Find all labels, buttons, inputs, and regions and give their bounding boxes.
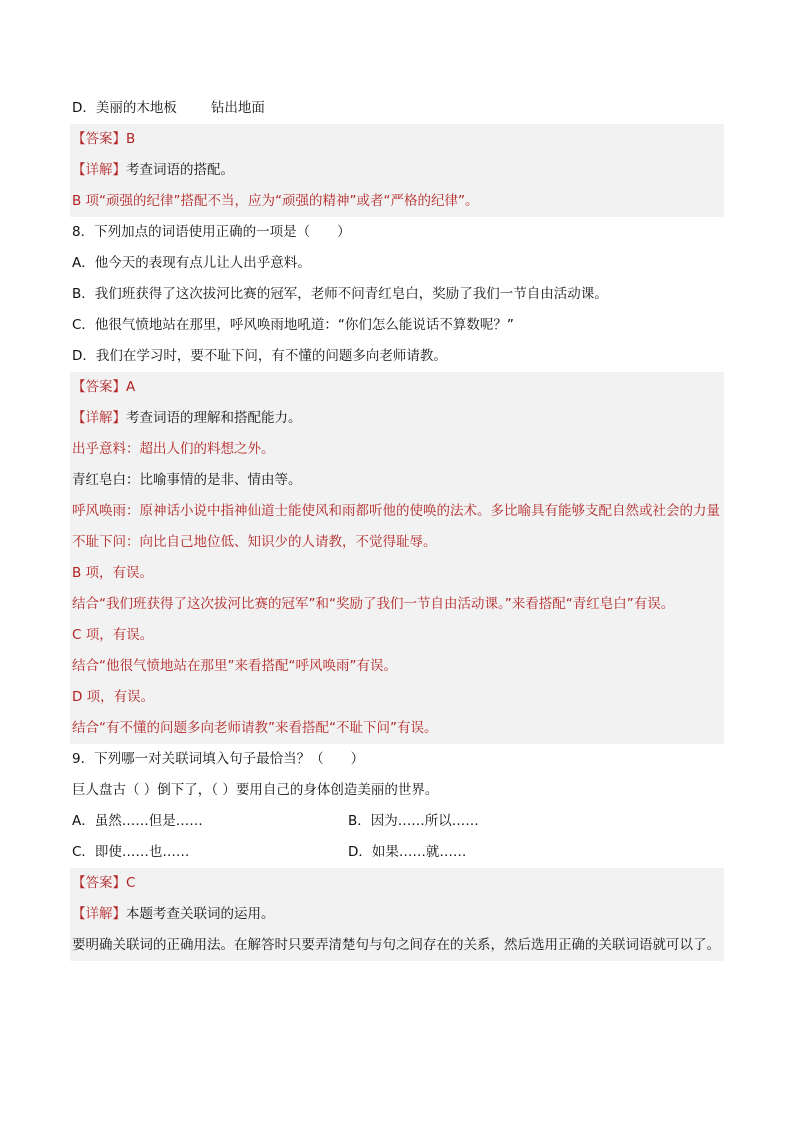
- q8-c-reason: 结合“他很气愤地站在那里”来看搭配“呼风唤雨”有误。: [72, 658, 397, 674]
- q7-option-d-part2: 钻出地面: [210, 100, 265, 116]
- q9-explain-line: [70, 899, 724, 930]
- explain-tag: 【详解】: [72, 906, 126, 922]
- q9-options-row-2: [70, 837, 724, 868]
- q8-answer-line: [70, 372, 724, 403]
- q8-option-b: B．我们班获得了这次拔河比赛的冠军，老师不问青红皂白，奖励了我们一节自由活动课。: [72, 286, 608, 302]
- q8-option-c: C．他很气愤地站在那里，呼风唤雨地吼道：“你们怎么能说话不算数呢？”: [72, 317, 514, 333]
- answer-tag: 【答案】: [72, 379, 126, 395]
- q9-option-d: D．如果……就……: [348, 844, 467, 860]
- answer-value: C: [126, 875, 136, 891]
- q8-c-label: C 项，有误。: [72, 627, 154, 643]
- explain-text: 考查词语的理解和搭配能力。: [126, 410, 302, 426]
- answer-value: B: [126, 131, 136, 147]
- q9-stem: 9．下列哪一对关联词填入句子最恰当？（ ）: [72, 751, 365, 767]
- q9-sentence: 巨人盘古（ ）倒下了，（ ）要用自己的身体创造美丽的世界。: [72, 782, 439, 798]
- q9-detail: 要明确关联词的正确用法。在解答时只要弄清楚句与句之间存在的关系，然后选用正确的关联词语就可以了。: [72, 937, 720, 953]
- q8-stem: 8．下列加点的词语使用正确的一项是（ ）: [72, 224, 351, 240]
- q8-d-reason: 结合“有不懂的问题多向老师请教”来看搭配“不耻下问”有误。: [72, 720, 438, 736]
- q8-b-reason: 结合“我们班获得了这次拔河比赛的冠军”和“奖励了我们一节自由活动课。”来看搭配“青红皂白”有误。: [72, 596, 675, 612]
- answer-tag: 【答案】: [72, 131, 126, 147]
- explain-tag: 【详解】: [72, 410, 126, 426]
- q7-answer-line: [70, 124, 724, 155]
- q8-def-4: 不耻下问：向比自己地位低、知识少的人请教，不觉得耻辱。: [72, 534, 437, 550]
- q8-option-a: A．他今天的表现有点儿让人出乎意料。: [72, 255, 311, 271]
- q9-options-row-1: [70, 806, 724, 837]
- q8-def-3: 呼风唤雨：原神话小说中指神仙道士能使风和雨都听他的使唤的法术。多比喻具有能够支配自然或社会的力量: [72, 503, 720, 519]
- answer-tag: 【答案】: [72, 875, 126, 891]
- q9-answer-line: [70, 868, 724, 899]
- q8-answer-block: [70, 372, 724, 744]
- document-page: [70, 93, 724, 961]
- q8-d-label: D 项，有误。: [72, 689, 155, 705]
- q7-option-d: [70, 93, 724, 124]
- q8-explain-line: [70, 403, 724, 434]
- q8-b-label: B 项，有误。: [72, 565, 154, 581]
- q7-explain-line: [70, 155, 724, 186]
- q7-option-d-part1: D．美丽的木地板: [72, 100, 177, 116]
- q7-answer-block: [70, 124, 724, 217]
- q8-def-1: 出乎意料：超出人们的料想之外。: [72, 441, 275, 457]
- q9-option-c: C．即使……也……: [72, 844, 190, 860]
- q9-answer-block: [70, 868, 724, 961]
- q7-detail-line: B 项“顽强的纪律”搭配不当，应为“顽强的精神”或者“严格的纪律”。: [72, 193, 479, 209]
- explain-text: 考查词语的搭配。: [126, 162, 234, 178]
- q9-option-a: A．虽然……但是……: [72, 813, 203, 829]
- explain-tag: 【详解】: [72, 162, 126, 178]
- q8-def-2: 青红皂白：比喻事情的是非、情由等。: [72, 472, 302, 488]
- explain-text: 本题考查关联词的运用。: [126, 906, 275, 922]
- q9-option-b: B．因为……所以……: [348, 813, 479, 829]
- q8-option-d: D．我们在学习时，要不耻下问，有不懂的问题多向老师请教。: [72, 348, 447, 364]
- answer-value: A: [126, 379, 136, 395]
